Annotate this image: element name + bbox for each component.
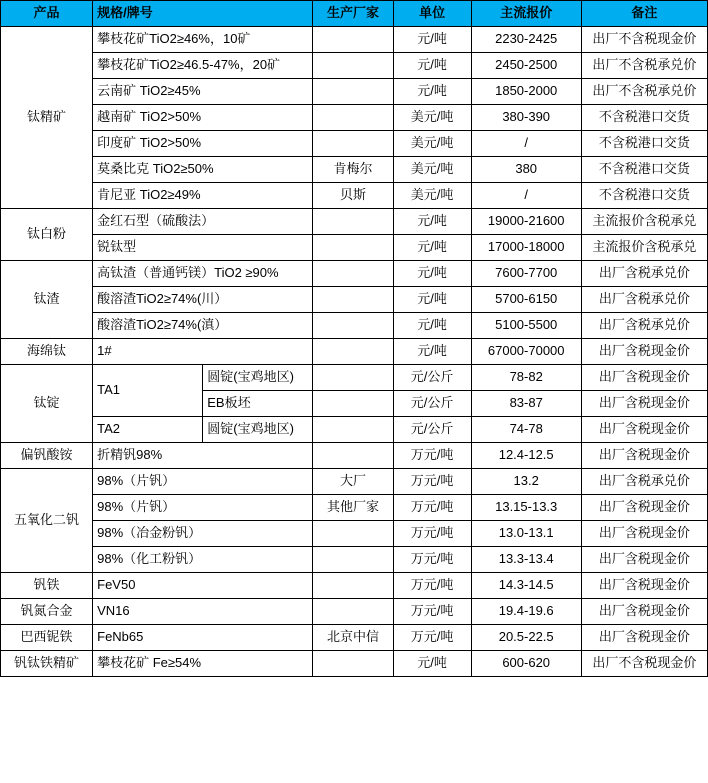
table-row xyxy=(1,79,708,105)
cell-price: 7600-7700 xyxy=(471,261,581,287)
table-row xyxy=(1,209,708,235)
cell-maker xyxy=(313,521,393,547)
cell-unit: 美元/吨 xyxy=(393,157,471,183)
cell-maker xyxy=(313,339,393,365)
table-row xyxy=(1,651,708,677)
cell-remark: 出厂含税现金价 xyxy=(581,339,707,365)
column-header-remark: 备注 xyxy=(581,1,707,27)
cell-product: 海绵钛 xyxy=(1,339,93,365)
cell-unit: 元/吨 xyxy=(393,209,471,235)
cell-unit: 元/吨 xyxy=(393,53,471,79)
cell-price: 380 xyxy=(471,157,581,183)
cell-spec-form: EB板坯 xyxy=(203,391,313,417)
cell-remark: 出厂含税现金价 xyxy=(581,391,707,417)
cell-price: 5700-6150 xyxy=(471,287,581,313)
cell-price: 19.4-19.6 xyxy=(471,599,581,625)
cell-maker xyxy=(313,599,393,625)
cell-unit: 美元/吨 xyxy=(393,105,471,131)
cell-remark: 出厂含税现金价 xyxy=(581,365,707,391)
cell-unit: 美元/吨 xyxy=(393,131,471,157)
cell-product: 巴西铌铁 xyxy=(1,625,93,651)
cell-unit: 元/吨 xyxy=(393,651,471,677)
cell-remark: 出厂含税承兑价 xyxy=(581,313,707,339)
cell-unit: 万元/吨 xyxy=(393,625,471,651)
cell-remark: 出厂含税承兑价 xyxy=(581,261,707,287)
table-row xyxy=(1,547,708,573)
cell-unit: 元/吨 xyxy=(393,313,471,339)
cell-product: 钒氮合金 xyxy=(1,599,93,625)
cell-price: 600-620 xyxy=(471,651,581,677)
cell-unit: 万元/吨 xyxy=(393,495,471,521)
cell-maker: 贝斯 xyxy=(313,183,393,209)
cell-spec: VN16 xyxy=(93,599,313,625)
cell-spec-form: 圆锭(宝鸡地区) xyxy=(203,365,313,391)
cell-spec: 98%（冶金粉钒） xyxy=(93,521,313,547)
table-body xyxy=(1,27,708,677)
cell-spec: 肯尼亚 TiO2≥49% xyxy=(93,183,313,209)
table-row xyxy=(1,105,708,131)
table-row xyxy=(1,235,708,261)
cell-product: 钛渣 xyxy=(1,261,93,339)
cell-remark: 出厂不含税现金价 xyxy=(581,27,707,53)
cell-product: 钛白粉 xyxy=(1,209,93,261)
cell-unit: 元/吨 xyxy=(393,27,471,53)
cell-maker: 其他厂家 xyxy=(313,495,393,521)
column-header-maker: 生产厂家 xyxy=(313,1,393,27)
table-row xyxy=(1,261,708,287)
cell-spec: 攀枝花矿 Fe≥54% xyxy=(93,651,313,677)
cell-spec-form: 圆锭(宝鸡地区) xyxy=(203,417,313,443)
cell-remark: 不含税港口交货 xyxy=(581,157,707,183)
cell-remark: 出厂不含税现金价 xyxy=(581,651,707,677)
cell-unit: 万元/吨 xyxy=(393,599,471,625)
cell-maker xyxy=(313,547,393,573)
cell-maker xyxy=(313,443,393,469)
cell-maker: 肯梅尔 xyxy=(313,157,393,183)
cell-spec: 攀枝花矿TiO2≥46%，10矿 xyxy=(93,27,313,53)
cell-unit: 元/吨 xyxy=(393,235,471,261)
cell-remark: 主流报价含税承兑 xyxy=(581,235,707,261)
cell-unit: 美元/吨 xyxy=(393,183,471,209)
cell-remark: 出厂含税现金价 xyxy=(581,521,707,547)
cell-remark: 出厂含税承兑价 xyxy=(581,287,707,313)
cell-price: 13.15-13.3 xyxy=(471,495,581,521)
cell-remark: 出厂含税现金价 xyxy=(581,625,707,651)
cell-product: 钛锭 xyxy=(1,365,93,443)
cell-remark: 出厂不含税承兑价 xyxy=(581,53,707,79)
cell-remark: 出厂含税现金价 xyxy=(581,495,707,521)
cell-maker xyxy=(313,209,393,235)
cell-maker xyxy=(313,391,393,417)
cell-remark: 出厂含税现金价 xyxy=(581,443,707,469)
cell-spec: 高钛渣（普通钙镁）TiO2 ≥90% xyxy=(93,261,313,287)
table-row xyxy=(1,365,708,391)
cell-price: 20.5-22.5 xyxy=(471,625,581,651)
table-row xyxy=(1,625,708,651)
table-row xyxy=(1,53,708,79)
table-row xyxy=(1,27,708,53)
cell-maker: 大厂 xyxy=(313,469,393,495)
cell-spec: 折精钒98% xyxy=(93,443,313,469)
cell-price: 17000-18000 xyxy=(471,235,581,261)
table-row xyxy=(1,495,708,521)
cell-spec: 98%（片钒） xyxy=(93,469,313,495)
cell-unit: 元/吨 xyxy=(393,339,471,365)
table-row xyxy=(1,469,708,495)
cell-price: / xyxy=(471,183,581,209)
cell-remark: 不含税港口交货 xyxy=(581,183,707,209)
cell-remark: 出厂不含税承兑价 xyxy=(581,79,707,105)
column-header-product: 产品 xyxy=(1,1,93,27)
cell-unit: 元/公斤 xyxy=(393,365,471,391)
cell-price: 1850-2000 xyxy=(471,79,581,105)
cell-product: 五氧化二钒 xyxy=(1,469,93,573)
cell-price: / xyxy=(471,131,581,157)
cell-remark: 出厂含税现金价 xyxy=(581,599,707,625)
cell-maker xyxy=(313,287,393,313)
cell-unit: 元/公斤 xyxy=(393,391,471,417)
cell-price: 19000-21600 xyxy=(471,209,581,235)
table-row xyxy=(1,339,708,365)
table-row xyxy=(1,443,708,469)
cell-spec: FeV50 xyxy=(93,573,313,599)
cell-unit: 元/吨 xyxy=(393,287,471,313)
cell-maker xyxy=(313,261,393,287)
cell-spec: 金红石型（硫酸法） xyxy=(93,209,313,235)
cell-price: 78-82 xyxy=(471,365,581,391)
table-row xyxy=(1,157,708,183)
cell-price: 12.4-12.5 xyxy=(471,443,581,469)
column-header-price: 主流报价 xyxy=(471,1,581,27)
cell-unit: 万元/吨 xyxy=(393,573,471,599)
cell-price: 13.2 xyxy=(471,469,581,495)
cell-spec: FeNb65 xyxy=(93,625,313,651)
cell-remark: 出厂含税现金价 xyxy=(581,417,707,443)
table-row xyxy=(1,573,708,599)
cell-price: 14.3-14.5 xyxy=(471,573,581,599)
cell-spec: 越南矿 TiO2>50% xyxy=(93,105,313,131)
cell-maker xyxy=(313,651,393,677)
table-row xyxy=(1,287,708,313)
cell-spec-grade: TA1 xyxy=(93,365,203,417)
cell-spec: 莫桑比克 TiO2≥50% xyxy=(93,157,313,183)
cell-unit: 元/吨 xyxy=(393,79,471,105)
cell-remark: 主流报价含税承兑 xyxy=(581,209,707,235)
cell-product: 钒铁 xyxy=(1,573,93,599)
cell-price: 380-390 xyxy=(471,105,581,131)
table-row xyxy=(1,131,708,157)
column-header-unit: 单位 xyxy=(393,1,471,27)
cell-maker xyxy=(313,131,393,157)
cell-price: 13.3-13.4 xyxy=(471,547,581,573)
cell-product: 钒钛铁精矿 xyxy=(1,651,93,677)
cell-remark: 出厂含税现金价 xyxy=(581,547,707,573)
cell-maker xyxy=(313,573,393,599)
table-row xyxy=(1,183,708,209)
cell-spec: 98%（化工粉钒） xyxy=(93,547,313,573)
cell-maker xyxy=(313,313,393,339)
cell-maker xyxy=(313,105,393,131)
cell-price: 2230-2425 xyxy=(471,27,581,53)
cell-unit: 元/吨 xyxy=(393,261,471,287)
cell-maker xyxy=(313,417,393,443)
cell-price: 74-78 xyxy=(471,417,581,443)
header-row xyxy=(1,1,708,27)
cell-price: 2450-2500 xyxy=(471,53,581,79)
cell-remark: 不含税港口交货 xyxy=(581,131,707,157)
cell-unit: 万元/吨 xyxy=(393,469,471,495)
cell-spec: 云南矿 TiO2≥45% xyxy=(93,79,313,105)
cell-price: 13.0-13.1 xyxy=(471,521,581,547)
table-header xyxy=(1,1,708,27)
cell-price: 5100-5500 xyxy=(471,313,581,339)
cell-remark: 不含税港口交货 xyxy=(581,105,707,131)
cell-maker xyxy=(313,235,393,261)
table-row xyxy=(1,313,708,339)
cell-unit: 万元/吨 xyxy=(393,521,471,547)
cell-spec: 98%（片钒） xyxy=(93,495,313,521)
cell-maker xyxy=(313,365,393,391)
table-row xyxy=(1,521,708,547)
cell-product: 钛精矿 xyxy=(1,27,93,209)
cell-price: 67000-70000 xyxy=(471,339,581,365)
table-row xyxy=(1,417,708,443)
cell-price: 83-87 xyxy=(471,391,581,417)
cell-unit: 元/公斤 xyxy=(393,417,471,443)
cell-maker xyxy=(313,27,393,53)
cell-maker: 北京中信 xyxy=(313,625,393,651)
cell-spec: 攀枝花矿TiO2≥46.5-47%，20矿 xyxy=(93,53,313,79)
table-row xyxy=(1,599,708,625)
cell-spec: 酸溶渣TiO2≥74%(川） xyxy=(93,287,313,313)
cell-maker xyxy=(313,79,393,105)
cell-unit: 万元/吨 xyxy=(393,547,471,573)
column-header-spec: 规格/牌号 xyxy=(93,1,313,27)
cell-remark: 出厂含税承兑价 xyxy=(581,469,707,495)
cell-unit: 万元/吨 xyxy=(393,443,471,469)
cell-spec: 锐钛型 xyxy=(93,235,313,261)
cell-spec-grade: TA2 xyxy=(93,417,203,443)
cell-product: 偏钒酸铵 xyxy=(1,443,93,469)
cell-maker xyxy=(313,53,393,79)
cell-spec: 印度矿 TiO2>50% xyxy=(93,131,313,157)
cell-spec: 酸溶渣TiO2≥74%(滇） xyxy=(93,313,313,339)
cell-remark: 出厂含税现金价 xyxy=(581,573,707,599)
cell-spec: 1# xyxy=(93,339,313,365)
